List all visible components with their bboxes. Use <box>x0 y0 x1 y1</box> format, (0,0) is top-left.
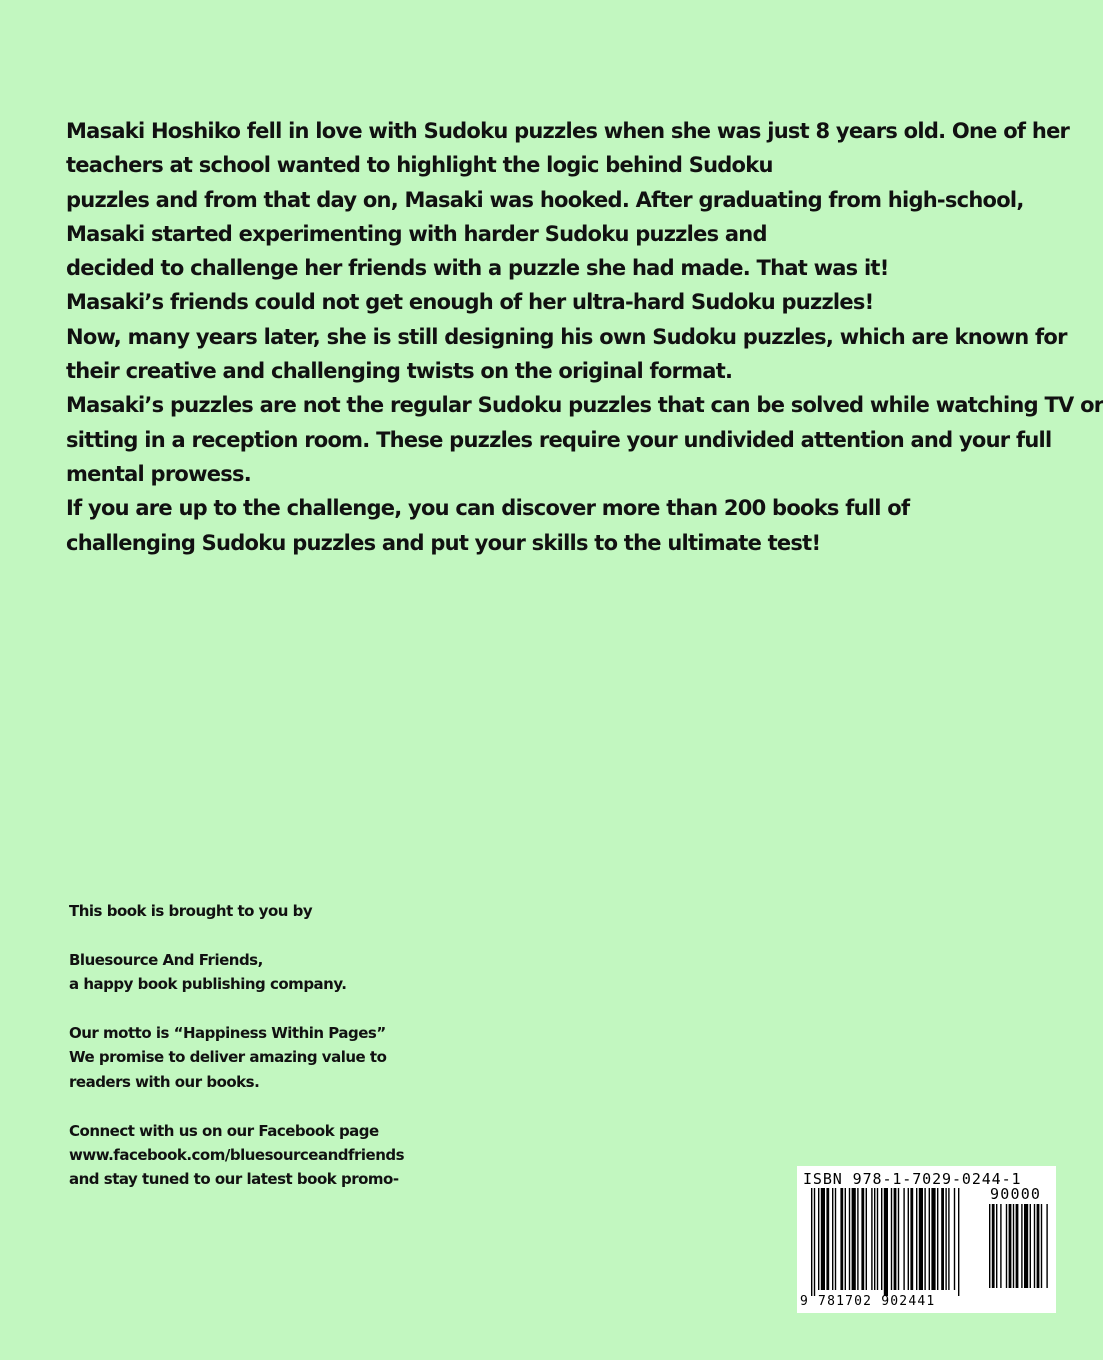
barcode-bar <box>1034 1204 1035 1288</box>
barcode-bar <box>891 1188 892 1290</box>
bio-line: Masaki started experimenting with harder Sudoku puzzles and <box>66 221 767 246</box>
publisher-line: Bluesource And Friends, <box>69 950 263 969</box>
barcode-bar <box>948 1188 949 1290</box>
barcode-bar <box>814 1188 815 1296</box>
bio-line: their creative and challenging twists on the original format. <box>66 359 733 384</box>
bio-line: decided to challenge her friends with a puzzle she had made. That was it! <box>66 256 889 281</box>
bio-line: If you are up to the challenge, you can discover more than 200 books full of <box>66 496 910 521</box>
publisher-line: Our motto is “Happiness Within Pages” <box>69 1024 386 1042</box>
barcode-bar <box>857 1188 858 1290</box>
barcode-bar <box>1006 1204 1007 1288</box>
publisher-info <box>69 899 409 1192</box>
barcode-digits: 9 781702 902441 <box>800 1294 936 1309</box>
publisher-line: This book is brought to you by <box>69 902 313 920</box>
barcode-bar <box>866 1188 867 1290</box>
barcode-bar <box>996 1204 997 1288</box>
barcode-bar <box>1030 1204 1031 1288</box>
barcode-bar <box>835 1188 836 1290</box>
barcode-bar <box>874 1188 875 1290</box>
bio-line: mental prowess. <box>66 461 251 486</box>
barcode-bar <box>884 1188 888 1296</box>
barcode-bar <box>937 1188 938 1290</box>
barcode-bar <box>818 1188 819 1290</box>
barcode-bar <box>954 1188 955 1290</box>
barcode-bar <box>811 1188 812 1296</box>
publisher-line: Connect with us on our Facebook page <box>69 1121 379 1140</box>
barcode-bar <box>1000 1204 1001 1288</box>
barcode-bar <box>1021 1204 1022 1288</box>
barcode-bar <box>861 1188 864 1290</box>
barcode-bar <box>898 1188 899 1290</box>
barcode-addon-code: 90000 <box>990 1185 1042 1203</box>
bio-line: puzzles and from that day on, Masaki was hooked. After graduating from high-school, <box>66 187 1024 212</box>
barcode-bar <box>910 1188 913 1290</box>
barcode-bar <box>852 1188 856 1290</box>
barcode-bar <box>916 1188 917 1290</box>
barcode-bar <box>894 1188 897 1290</box>
barcode-bar <box>826 1188 829 1290</box>
barcode-bar <box>931 1188 935 1290</box>
bio-line: Masaki’s puzzles are not the regular Sudoku puzzles that can be solved while watching TV or <box>66 393 1103 418</box>
bio-line: challenging Sudoku puzzles and put your skills to the ultimate test! <box>66 530 821 555</box>
barcode-bar <box>877 1188 878 1290</box>
barcode-bar <box>1037 1204 1040 1288</box>
bio-line: Masaki Hoshiko fell in love with Sudoku puzzles when she was just 8 years old. One of her <box>66 119 1070 143</box>
barcode-bar <box>1013 1204 1014 1288</box>
barcode-bar <box>929 1188 930 1290</box>
publisher-line <box>69 997 409 1021</box>
barcode-bar <box>821 1188 825 1290</box>
barcode-bar <box>941 1188 944 1290</box>
bio-line: sitting in a reception room. These puzzles require your undivided attention and your full <box>66 427 1052 452</box>
bio-line: Masaki’s friends could not get enough of her ultra-hard Sudoku puzzles! <box>66 290 874 315</box>
publisher-line: and stay tuned to our latest book promo- <box>69 1170 399 1189</box>
publisher-line <box>69 1094 409 1118</box>
isbn-barcode <box>797 1166 1056 1313</box>
barcode-bar <box>903 1188 904 1290</box>
publisher-line <box>69 923 409 947</box>
barcode-bar <box>945 1188 946 1290</box>
barcode-bar <box>871 1188 872 1290</box>
barcode-bar <box>1009 1204 1012 1288</box>
barcode-bar <box>845 1188 846 1290</box>
barcode-bar <box>1016 1204 1019 1288</box>
barcode-bar <box>1046 1204 1047 1288</box>
barcode-bar <box>1024 1204 1028 1288</box>
bio-line: Now, many years later, she is still designing his own Sudoku puzzles, which are known for <box>66 324 1067 349</box>
publisher-line: www.facebook.com/bluesourceandfriends <box>69 1146 405 1165</box>
barcode-bar <box>989 1204 990 1288</box>
barcode-bar <box>958 1188 959 1296</box>
barcode-bar <box>1041 1204 1042 1288</box>
barcode-bar <box>832 1188 833 1290</box>
barcode-bar <box>849 1188 850 1290</box>
barcode-bar <box>919 1188 923 1290</box>
barcode-bar <box>924 1188 925 1290</box>
bio-line: teachers at school wanted to highlight the logic behind Sudoku <box>66 153 773 178</box>
publisher-line: readers with our books. <box>69 1072 260 1091</box>
publisher-line: We promise to deliver amazing value to <box>69 1048 387 1067</box>
barcode-bar <box>908 1188 909 1290</box>
author-bio <box>66 114 1103 560</box>
barcode-bar <box>840 1188 843 1290</box>
isbn-label: ISBN 978-1-7029-0244-1 <box>803 1170 1022 1188</box>
publisher-line: a happy book publishing company. <box>69 975 347 994</box>
barcode-bar <box>992 1204 995 1288</box>
barcode-bar <box>881 1188 882 1290</box>
